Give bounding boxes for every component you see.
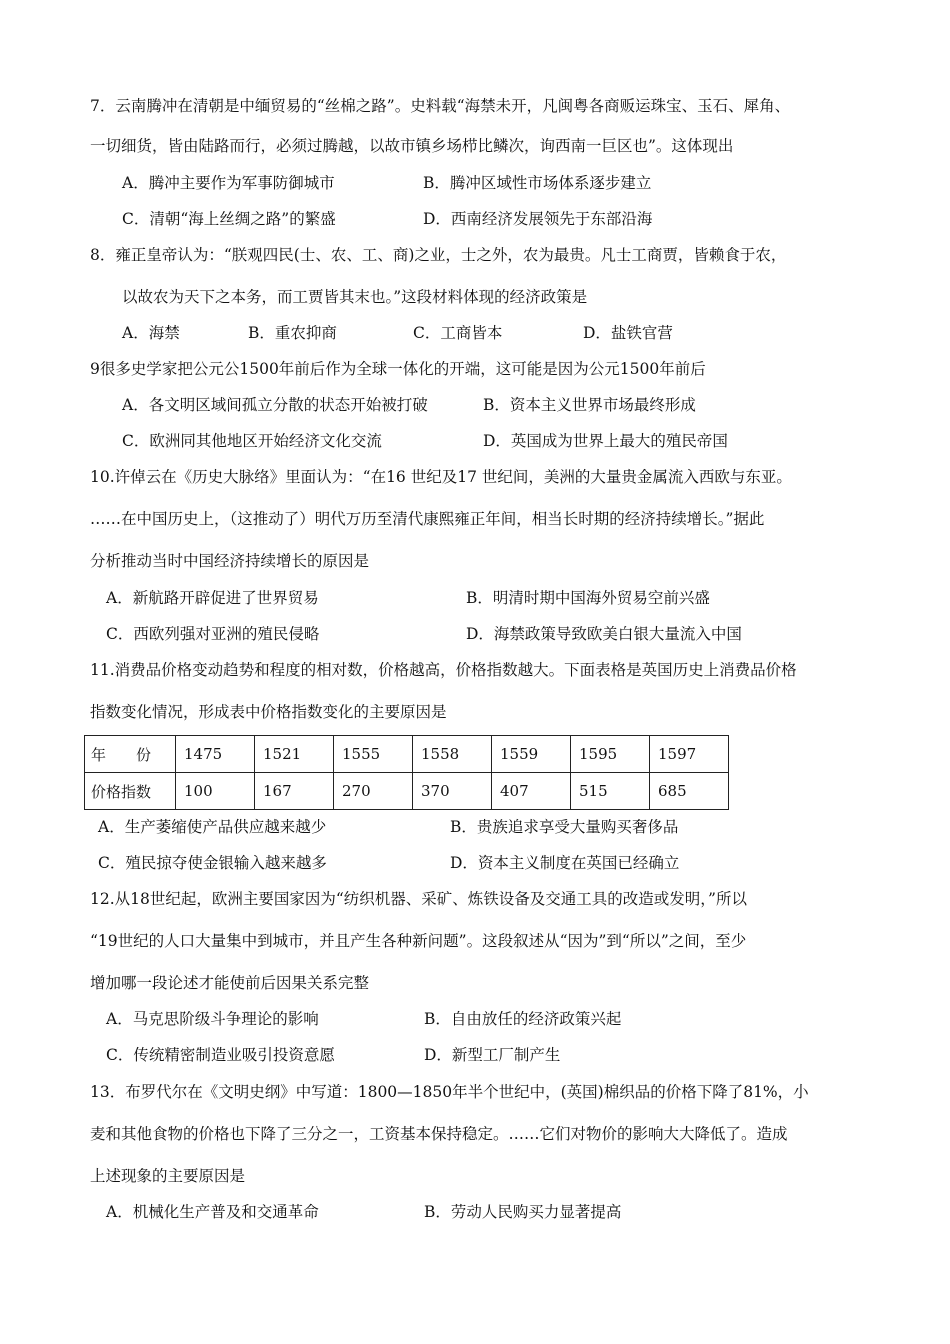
q7-option-a: A．腾冲主要作为军事防御城市 (122, 174, 335, 192)
q11-option-d: D．资本主义制度在英国已经确立 (450, 854, 680, 872)
q11-option-c: C．殖民掠夺使金银输入越来越多 (98, 854, 327, 872)
q13-stem-line-2: 麦和其他食物的价格也下降了三分之一，工资基本保持稳定。……它们对物价的影响大大降低了。造成 (90, 1125, 788, 1143)
year-cell: 1595 (571, 736, 650, 773)
q9-option-b: B．资本主义世界市场最终形成 (483, 396, 696, 414)
index-cell: 685 (650, 773, 729, 810)
q12-stem-line-2: “19世纪的人口大量集中到城市，并且产生各种新问题”。这段叙述从“因为”到“所以”之间，至少 (90, 932, 747, 950)
q13-option-a: A．机械化生产普及和交通革命 (106, 1203, 319, 1221)
q12-option-b: B．自由放任的经济政策兴起 (424, 1010, 622, 1028)
q13-stem-line-1: 13．布罗代尔在《文明史纲》中写道：1800—1850年半个世纪中，(英国)棉织品的价格下降了81%，小 (90, 1083, 809, 1101)
index-cell: 407 (492, 773, 571, 810)
table-row (85, 773, 729, 810)
q11-option-a: A．生产萎缩使产品供应越来越少 (98, 818, 327, 836)
index-header: 价格指数 (85, 773, 176, 810)
index-cell: 270 (334, 773, 413, 810)
q11-option-b: B．贵族追求享受大量购买奢侈品 (450, 818, 679, 836)
q7-stem-line-1: 7．云南腾冲在清朝是中缅贸易的“丝棉之路”。史料载“海禁未开，凡闽粤各商贩运珠宝、玉石、犀角、 (90, 97, 791, 115)
q8-stem-line-2: 以故农为天下之本务，而工贾皆其末也。”这段材料体现的经济政策是 (122, 288, 588, 306)
q8-option-d: D．盐铁官营 (583, 324, 673, 342)
year-cell: 1555 (334, 736, 413, 773)
table-row (85, 736, 729, 773)
index-cell: 515 (571, 773, 650, 810)
q10-option-c: C．西欧列强对亚洲的殖民侵略 (106, 625, 320, 643)
q8-option-c: C．工商皆本 (413, 324, 503, 342)
q9-stem-line-1: 9很多史学家把公元公1500年前后作为全球一体化的开端，这可能是因为公元1500年前后 (90, 360, 706, 378)
q10-stem-line-2: ……在中国历史上，（这推动了）明代万历至清代康熙雍正年间，相当长时期的经济持续增长。”据此 (90, 510, 765, 528)
index-cell: 167 (255, 773, 334, 810)
q7-option-c: C．清朝“海上丝绸之路”的繁盛 (122, 210, 336, 228)
index-cell: 370 (413, 773, 492, 810)
price-index-table (84, 735, 729, 810)
year-cell: 1597 (650, 736, 729, 773)
q8-stem-line-1: 8．雍正皇帝认为：“朕观四民(士、农、工、商)之业，士之外，农为最贵。凡士工商贾，皆赖食于农， (90, 246, 787, 264)
q12-option-a: A．马克思阶级斗争理论的影响 (106, 1010, 319, 1028)
q10-stem-line-3: 分析推动当时中国经济持续增长的原因是 (90, 552, 370, 570)
year-cell: 1521 (255, 736, 334, 773)
q11-stem-line-2: 指数变化情况，形成表中价格指数变化的主要原因是 (90, 703, 447, 721)
q8-option-a: A．海禁 (122, 324, 180, 342)
q13-stem-line-3: 上述现象的主要原因是 (90, 1167, 246, 1185)
q10-option-b: B．明清时期中国海外贸易空前兴盛 (466, 589, 710, 607)
q12-option-d: D．新型工厂制产生 (424, 1046, 561, 1064)
q10-stem-line-1: 10.许倬云在《历史大脉络》里面认为：“在16 世纪及17 世纪间，美洲的大量贵金属流入西欧与东亚。 (90, 468, 792, 486)
q7-stem-line-2: 一切细货，皆由陆路而行，必须过腾越，以故市镇乡场栉比鳞次，询西南一巨区也”。这体现出 (90, 137, 734, 155)
index-cell: 100 (176, 773, 255, 810)
year-header: 年 份 (85, 736, 176, 773)
q11-stem-line-1: 11.消费品价格变动趋势和程度的相对数，价格越高，价格指数越大。下面表格是英国历史上消费品价格 (90, 661, 797, 679)
q12-stem-line-1: 12.从18世纪起，欧洲主要国家因为“纺织机器、采矿、炼铁设备及交通工具的改造或发明，”所以 (90, 890, 747, 908)
q9-option-d: D．英国成为世界上最大的殖民帝国 (483, 432, 728, 450)
q12-stem-line-3: 增加哪一段论述才能使前后因果关系完整 (90, 974, 370, 992)
q10-option-a: A．新航路开辟促进了世界贸易 (106, 589, 319, 607)
q10-option-d: D．海禁政策导致欧美白银大量流入中国 (466, 625, 742, 643)
q7-option-d: D．西南经济发展领先于东部沿海 (423, 210, 653, 228)
year-cell: 1558 (413, 736, 492, 773)
year-cell: 1559 (492, 736, 571, 773)
q7-option-b: B．腾冲区域性市场体系逐步建立 (423, 174, 652, 192)
q9-option-c: C．欧洲同其他地区开始经济文化交流 (122, 432, 382, 450)
q8-option-b: B．重农抑商 (248, 324, 337, 342)
year-cell: 1475 (176, 736, 255, 773)
q12-option-c: C．传统精密制造业吸引投资意愿 (106, 1046, 335, 1064)
q13-option-b: B．劳动人民购买力显著提高 (424, 1203, 622, 1221)
q9-option-a: A．各文明区域间孤立分散的状态开始被打破 (122, 396, 428, 414)
